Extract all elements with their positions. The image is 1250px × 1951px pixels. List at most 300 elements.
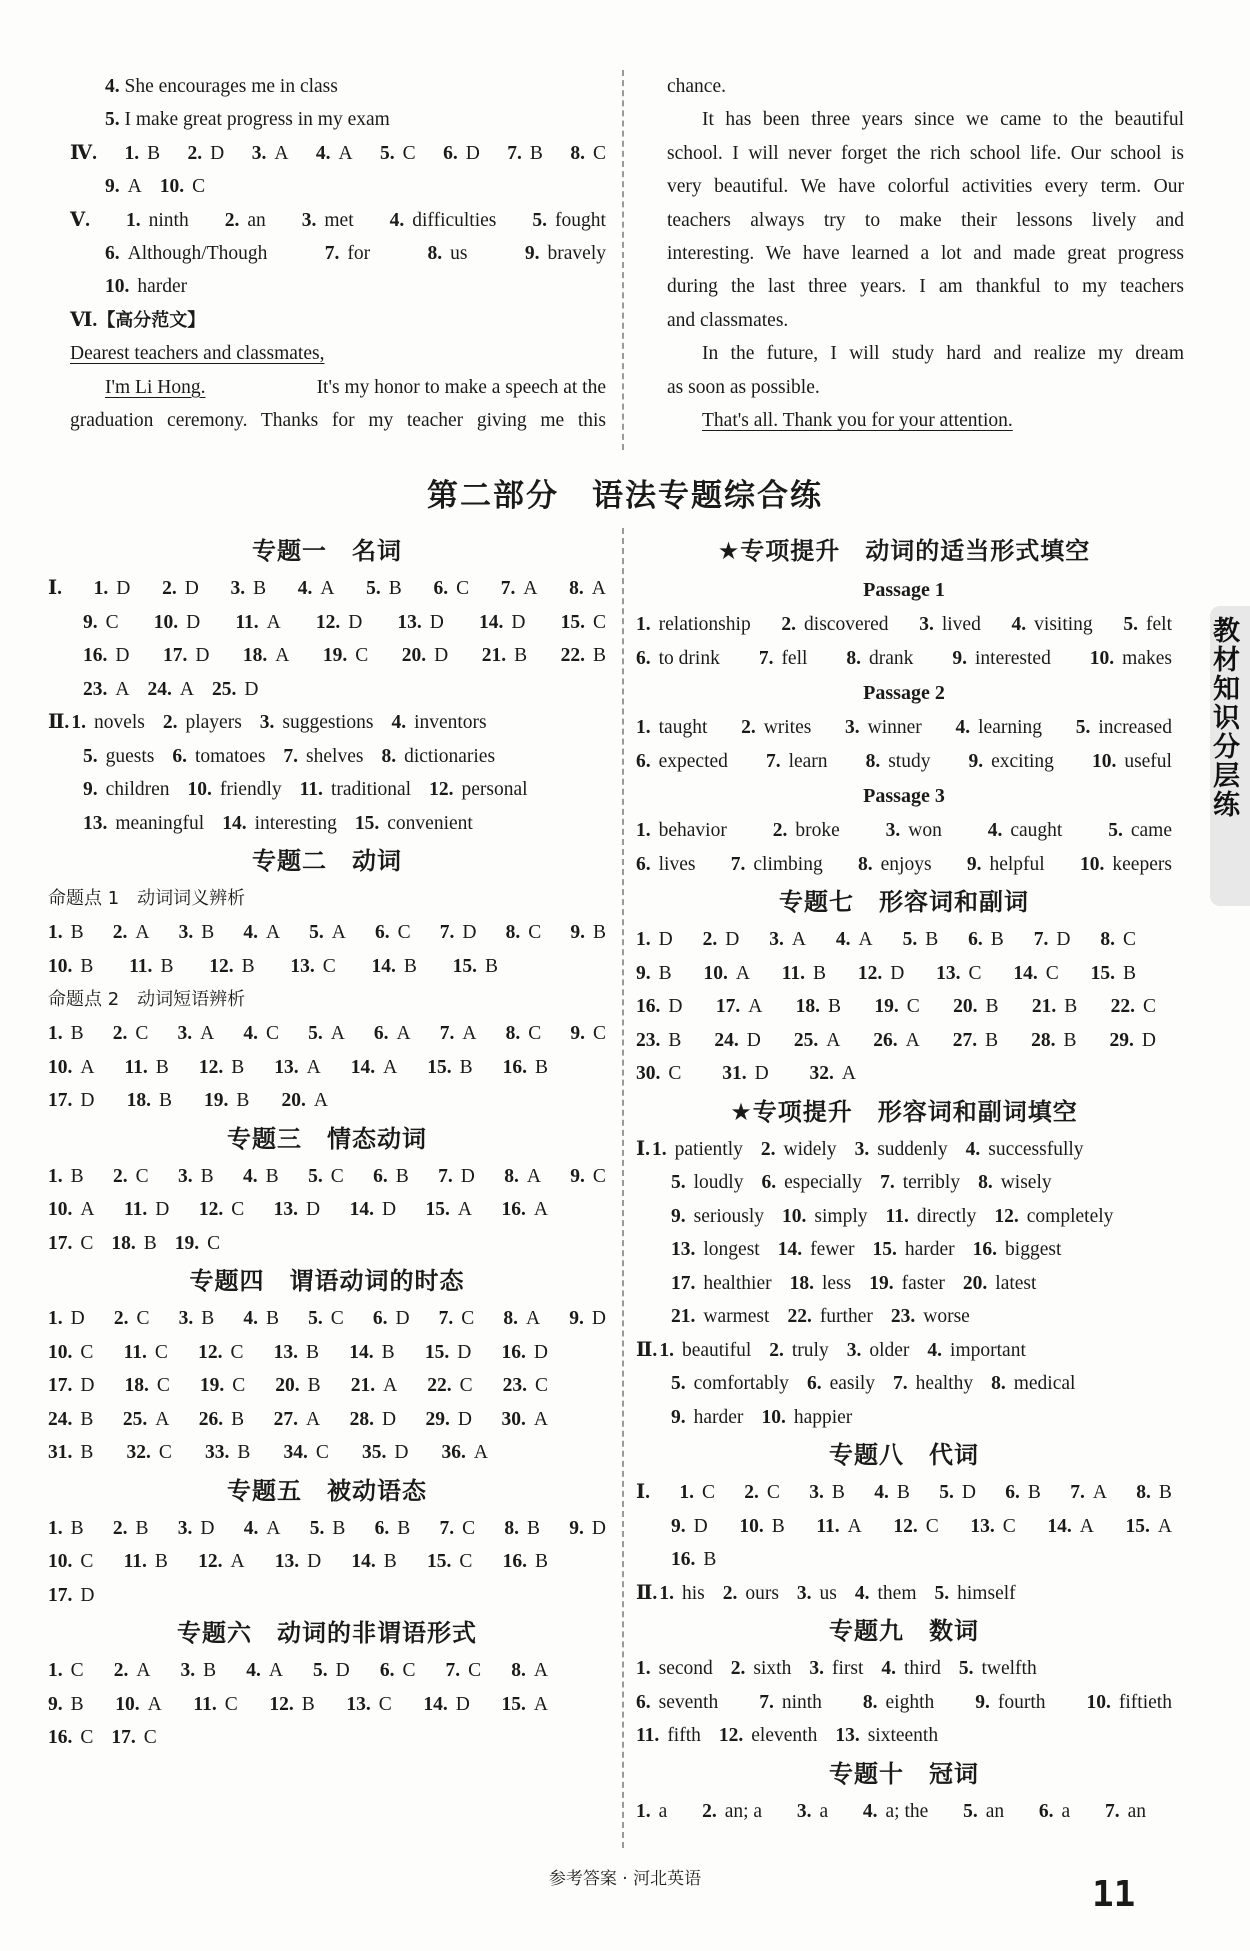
question-number: 9. — [975, 1691, 990, 1713]
answer-value: A — [274, 142, 289, 164]
question-number: 33. — [204, 1442, 230, 1463]
answer-value: A — [526, 1308, 541, 1329]
answer-value: A — [457, 1199, 473, 1220]
question-number: 10. — [153, 611, 179, 633]
question-number: 13. — [970, 1515, 995, 1537]
answer-item — [316, 606, 362, 640]
answer-item — [48, 1579, 94, 1613]
top-left-column — [70, 70, 606, 437]
answer-row — [48, 1193, 548, 1227]
answer-item — [636, 1057, 681, 1091]
answer-value: A — [1157, 1515, 1172, 1537]
question-number: 14. — [479, 611, 504, 633]
question-number: 13. — [83, 812, 108, 834]
answer-item — [503, 1369, 548, 1403]
answer-value: C — [534, 1375, 548, 1396]
question-number: 9. — [671, 1515, 686, 1537]
answer-value: fiftieth — [1118, 1691, 1172, 1713]
answer-value: D — [80, 1375, 95, 1396]
question-number: 18. — [789, 1272, 814, 1294]
question-number: 5. — [309, 922, 324, 943]
answer-value: B — [203, 1660, 217, 1681]
question-number: 34. — [283, 1442, 308, 1463]
answer-value: less — [821, 1272, 852, 1294]
question-number: 3. — [177, 1517, 193, 1539]
question-number: 13. — [290, 955, 315, 977]
answer-item — [873, 1024, 919, 1058]
answer-item — [181, 1654, 217, 1688]
question-number: 3. — [177, 1023, 193, 1044]
question-number: 15. — [1125, 1515, 1150, 1537]
answer-item — [759, 642, 808, 676]
answer-item — [308, 1160, 344, 1194]
answer-value: terribly — [902, 1172, 961, 1193]
answer-item — [323, 639, 368, 673]
answer-item — [310, 1512, 346, 1546]
answer-item — [858, 957, 904, 991]
question-number: 7. — [893, 1373, 908, 1394]
question-number: 1. — [48, 1308, 63, 1329]
answer-item — [243, 1017, 279, 1051]
side-tab-label: 教材知识分层练 — [1208, 616, 1239, 819]
answer-item — [423, 1688, 469, 1722]
answer-item — [847, 1334, 910, 1368]
question-number: 25. — [122, 1408, 148, 1430]
answer-value: for — [347, 242, 371, 264]
answer-value: D — [434, 645, 449, 666]
question-number: 7. — [765, 750, 781, 772]
answer-item — [796, 990, 841, 1024]
answer-item — [797, 1577, 837, 1611]
answer-item — [48, 1436, 93, 1470]
answer-item — [978, 1166, 1052, 1200]
answer-value: meaningful — [115, 812, 205, 834]
question-number: 26. — [873, 1029, 898, 1051]
question-number: 2. — [112, 1517, 128, 1539]
answer-value: C — [70, 1660, 84, 1681]
answer-item — [351, 1369, 397, 1403]
answer-item — [569, 1512, 606, 1546]
answer-value: D — [80, 1090, 95, 1111]
answer-item — [759, 1686, 822, 1720]
answer-item — [501, 1403, 547, 1437]
question-number: 18. — [124, 1375, 149, 1396]
answer-row — [48, 1227, 606, 1261]
question-number: 4. — [243, 1165, 258, 1187]
question-number: 2. — [702, 1800, 717, 1822]
answer-item — [506, 1017, 542, 1051]
question-number: 6. — [372, 1308, 388, 1329]
answer-item — [872, 1233, 954, 1267]
answer-item — [269, 1688, 314, 1722]
answer-value: D — [533, 1341, 548, 1363]
question-number: 1. — [93, 578, 109, 599]
question-number: 15. — [426, 1551, 452, 1572]
answer-value: sixteenth — [867, 1725, 939, 1746]
question-number: 2. — [772, 820, 788, 841]
answer-value: A — [313, 1090, 328, 1111]
answer-item — [966, 1133, 1084, 1167]
answer-row — [636, 1719, 1172, 1753]
essay-line: during the last three years. I am thankful to my teachers — [667, 276, 1184, 298]
answer-value: longest — [703, 1239, 760, 1260]
section-label: Ⅰ. — [636, 1482, 650, 1503]
answer-value: especially — [784, 1172, 863, 1193]
question-number: 14. — [423, 1693, 448, 1715]
answer-item — [1005, 1476, 1041, 1510]
answer-item — [671, 1233, 760, 1267]
question-number: 3. — [769, 929, 784, 950]
essay-line: I'm Li Hong. It's my honor to make a speech at the — [105, 376, 606, 398]
answer-row — [48, 1160, 606, 1194]
answer-value: B — [459, 1056, 473, 1078]
question-number: 11. — [299, 779, 323, 800]
answer-value: Although/Though — [127, 242, 268, 264]
question-number: 2. — [722, 1582, 738, 1604]
question-number: 2. — [730, 1658, 746, 1679]
answer-value: C — [592, 142, 606, 164]
question-number: 7. — [1104, 1800, 1120, 1822]
answer-row — [636, 1795, 1146, 1829]
answer-value: D — [116, 578, 131, 599]
question-number: 7. — [1070, 1482, 1085, 1503]
answer-value: happier — [793, 1406, 853, 1428]
answer-value: D — [725, 929, 740, 950]
answer-value: C — [315, 1442, 329, 1463]
answer-item — [636, 957, 672, 991]
answer-row — [636, 923, 1136, 957]
answer-item — [113, 1512, 149, 1546]
question-number: 16. — [671, 1549, 696, 1570]
answer-value: B — [383, 1551, 397, 1572]
question-number: 22. — [427, 1375, 452, 1396]
question-number: 5. — [902, 929, 918, 950]
question-number: 12. — [269, 1693, 294, 1715]
question-number: 5. — [1075, 717, 1091, 738]
answer-line: 5. I make great progress in my exam — [105, 109, 390, 131]
answer-value: keepers — [1112, 853, 1172, 875]
question-number: 8. — [846, 647, 862, 669]
answer-item — [355, 807, 473, 841]
answer-value: A — [179, 678, 194, 700]
answer-item — [83, 773, 170, 807]
question-number: 9. — [569, 1517, 584, 1539]
question-number: 6. — [443, 142, 458, 164]
question-number: 31. — [722, 1063, 747, 1084]
answer-item — [479, 606, 525, 640]
answer-value: exciting — [991, 750, 1054, 772]
answer-value: us — [819, 1582, 837, 1604]
answer-value: ours — [745, 1582, 779, 1604]
question-number: 3. — [251, 142, 267, 164]
answer-item — [48, 1084, 94, 1118]
answer-value: C — [192, 176, 206, 198]
question-number: 9. — [636, 962, 651, 984]
answer-item — [671, 1200, 764, 1234]
question-number: 2. — [112, 922, 128, 943]
answer-item — [115, 1688, 161, 1722]
answer-item — [671, 1267, 772, 1301]
answer-value: ninth — [781, 1691, 822, 1713]
answer-item — [636, 990, 682, 1024]
answer-item — [274, 1403, 320, 1437]
question-number: 10. — [105, 276, 130, 298]
answer-value: novels — [93, 712, 145, 733]
question-number: 10. — [703, 962, 728, 984]
question-number: 1. — [48, 1023, 63, 1044]
answer-item — [1034, 923, 1071, 957]
question-number: 13. — [671, 1239, 696, 1260]
answer-value: worse — [923, 1306, 970, 1327]
answer-item — [429, 773, 527, 807]
answer-item — [205, 1436, 250, 1470]
answer-item — [111, 1227, 156, 1261]
answer-value: personal — [461, 779, 528, 800]
question-number: 11. — [123, 1341, 147, 1363]
answer-item — [147, 673, 193, 707]
answer-value: A — [847, 1515, 862, 1537]
answer-item — [308, 1017, 345, 1051]
answer-value: A — [306, 1056, 321, 1078]
question-number: 3. — [796, 1800, 812, 1822]
question-number: 1. — [636, 929, 651, 950]
question-number: 1. — [48, 1660, 63, 1681]
answer-value: faster — [901, 1272, 945, 1294]
answer-item — [874, 1476, 910, 1510]
question-number: 6. — [636, 1691, 651, 1713]
answer-value: second — [658, 1658, 713, 1679]
answer-item — [71, 706, 145, 740]
answer-item — [1070, 1476, 1107, 1510]
question-number: 17. — [162, 645, 188, 666]
answer-item — [260, 706, 374, 740]
answer-item — [48, 1403, 93, 1437]
answer-value: B — [147, 142, 161, 164]
section-v-row — [70, 270, 606, 303]
answer-item — [426, 1403, 472, 1437]
question-number: 10. — [739, 1515, 764, 1537]
answer-item — [313, 1654, 350, 1688]
answer-item — [94, 572, 131, 606]
answer-value: them — [877, 1582, 917, 1604]
answer-item — [275, 1369, 320, 1403]
answer-item — [442, 1436, 488, 1470]
question-number: 15. — [452, 955, 477, 977]
question-number: 3. — [846, 1339, 862, 1361]
answer-value: A — [230, 1551, 245, 1572]
question-number: 8. — [862, 1691, 878, 1713]
answer-value: felt — [1146, 614, 1172, 635]
answer-value: D — [693, 1515, 708, 1537]
question-number: 6. — [1038, 1800, 1054, 1822]
question-number: 12. — [857, 962, 883, 984]
answer-value: harder — [137, 276, 188, 298]
answer-item — [570, 1160, 606, 1194]
topic-heading: 专题六 动词的非谓语形式 — [177, 1619, 477, 1647]
answer-value: B — [237, 1442, 251, 1463]
question-number: 4. — [243, 1517, 259, 1539]
question-number: 16. — [502, 1551, 527, 1572]
answer-value: writes — [763, 717, 812, 738]
answer-item — [124, 1545, 168, 1579]
answer-item — [440, 916, 477, 950]
question-number: 27. — [952, 1029, 978, 1051]
answer-item — [797, 1795, 828, 1829]
question-number: 24. — [714, 1029, 739, 1051]
answer-value: B — [813, 962, 827, 984]
answer-item — [380, 137, 416, 170]
answer-row — [636, 1686, 1172, 1720]
answer-row — [636, 1652, 1172, 1686]
topic-heading: ★专项提升 动词的适当形式填空 — [717, 537, 1091, 565]
question-number: 10. — [1091, 750, 1117, 772]
answer-value: C — [701, 1482, 715, 1503]
answer-value: A — [533, 1408, 548, 1430]
answer-value: B — [70, 1165, 84, 1187]
question-number: 3. — [854, 1138, 870, 1160]
question-number: 8. — [505, 1023, 521, 1044]
answer-row — [48, 1084, 328, 1118]
answer-item — [48, 1227, 93, 1261]
answer-item — [48, 1512, 84, 1546]
question-number: 8. — [503, 1308, 519, 1329]
question-number: 4. — [965, 1138, 981, 1160]
question-number: 17. — [715, 996, 741, 1017]
answer-value: fought — [555, 209, 606, 231]
section-label: Ⅴ. — [70, 209, 91, 231]
answer-value: C — [232, 1375, 246, 1396]
answer-value: bravely — [547, 242, 606, 264]
question-number: 24. — [147, 678, 172, 700]
answer-item — [178, 1017, 215, 1051]
topic-heading: 专题八 代词 — [829, 1441, 979, 1469]
answer-value: A — [591, 578, 606, 599]
answer-item — [113, 916, 150, 950]
answer-item — [374, 1017, 411, 1051]
answer-item — [48, 1160, 84, 1194]
answer-value: A — [748, 996, 763, 1017]
answer-row — [48, 807, 606, 841]
answer-value: A — [735, 962, 750, 984]
answer-value: B — [253, 578, 267, 599]
answer-item — [105, 270, 187, 303]
answer-value: B — [307, 1375, 321, 1396]
question-number: 19. — [874, 996, 899, 1017]
answer-row — [636, 1401, 1172, 1435]
question-number: 16. — [636, 996, 661, 1017]
answer-item — [351, 1545, 396, 1579]
answer-item — [48, 1193, 94, 1227]
answer-value: B — [527, 1517, 541, 1539]
essay-line: graduation ceremony. Thanks for my teacher giving me this — [70, 409, 606, 431]
answer-row — [48, 639, 606, 673]
question-number: 10. — [187, 779, 212, 800]
question-number: 14. — [349, 1341, 374, 1363]
question-number: 15. — [872, 1239, 897, 1260]
question-number: 5. — [308, 1023, 323, 1044]
question-number: 17. — [48, 1090, 73, 1111]
question-number: 14. — [777, 1239, 803, 1260]
essay-line: interesting. We have learned a lot and made great progress — [667, 242, 1184, 264]
answer-value: latest — [995, 1272, 1037, 1294]
answer-value: convenient — [387, 812, 473, 834]
answer-item — [274, 1051, 320, 1085]
question-number: 16. — [83, 645, 108, 666]
answer-item — [1080, 848, 1172, 882]
answer-item — [123, 1403, 169, 1437]
answer-value: B — [201, 922, 215, 943]
question-number: 9. — [83, 779, 98, 800]
question-number: 12. — [893, 1515, 918, 1537]
answer-value: D — [381, 1199, 397, 1220]
question-number: 6. — [373, 1023, 389, 1044]
answer-value: C — [156, 1375, 170, 1396]
answer-item — [855, 1133, 948, 1167]
question-number: 12. — [198, 1199, 224, 1220]
question-number: 23. — [890, 1306, 916, 1327]
question-number: 11. — [235, 611, 259, 633]
answer-value: A — [791, 929, 806, 950]
answer-item — [893, 1367, 973, 1401]
question-number: 20. — [401, 645, 427, 666]
answer-item — [243, 1302, 279, 1336]
question-number: 24. — [48, 1408, 73, 1430]
question-number: 13. — [274, 1551, 300, 1572]
question-number: 17. — [48, 1375, 73, 1396]
answer-item — [845, 711, 922, 745]
answer-value: B — [658, 962, 672, 984]
section-iv-row — [70, 170, 606, 203]
right-column — [636, 530, 1172, 1828]
question-number: 1. — [636, 717, 651, 738]
question-number: 9. — [966, 853, 982, 875]
answer-item — [781, 608, 888, 642]
question-number: 15. — [1090, 962, 1115, 984]
answer-value: B — [1064, 996, 1078, 1017]
answer-value: C — [906, 996, 920, 1017]
answer-item — [48, 1336, 93, 1370]
question-number: 11. — [193, 1693, 217, 1715]
answer-item — [162, 572, 199, 606]
answer-item — [425, 1336, 471, 1370]
answer-value: easily — [829, 1373, 876, 1394]
question-number: 21. — [671, 1306, 696, 1327]
answer-item — [48, 1721, 93, 1755]
question-number: 10. — [1086, 1691, 1111, 1713]
answer-value: D — [186, 611, 201, 633]
answer-item — [375, 916, 411, 950]
question-number: 1. — [659, 1582, 674, 1604]
answer-item — [127, 1084, 172, 1118]
answer-value: C — [80, 1341, 94, 1363]
answer-item — [1076, 711, 1172, 745]
answer-row — [636, 1476, 1172, 1510]
answer-item — [124, 1051, 168, 1085]
answer-value: increased — [1098, 717, 1172, 738]
answer-item — [1039, 1795, 1070, 1829]
answer-item — [390, 204, 497, 237]
question-number: 5. — [532, 209, 548, 231]
answer-value: an; a — [724, 1800, 763, 1822]
answer-item — [975, 1686, 1045, 1720]
answer-item — [446, 1654, 482, 1688]
answer-value: A — [306, 1408, 321, 1430]
answer-value: an — [247, 209, 266, 231]
question-number: 7. — [324, 242, 340, 264]
answer-value: D — [668, 996, 683, 1017]
answer-value: C — [925, 1515, 939, 1537]
question-number: 12. — [994, 1205, 1019, 1227]
